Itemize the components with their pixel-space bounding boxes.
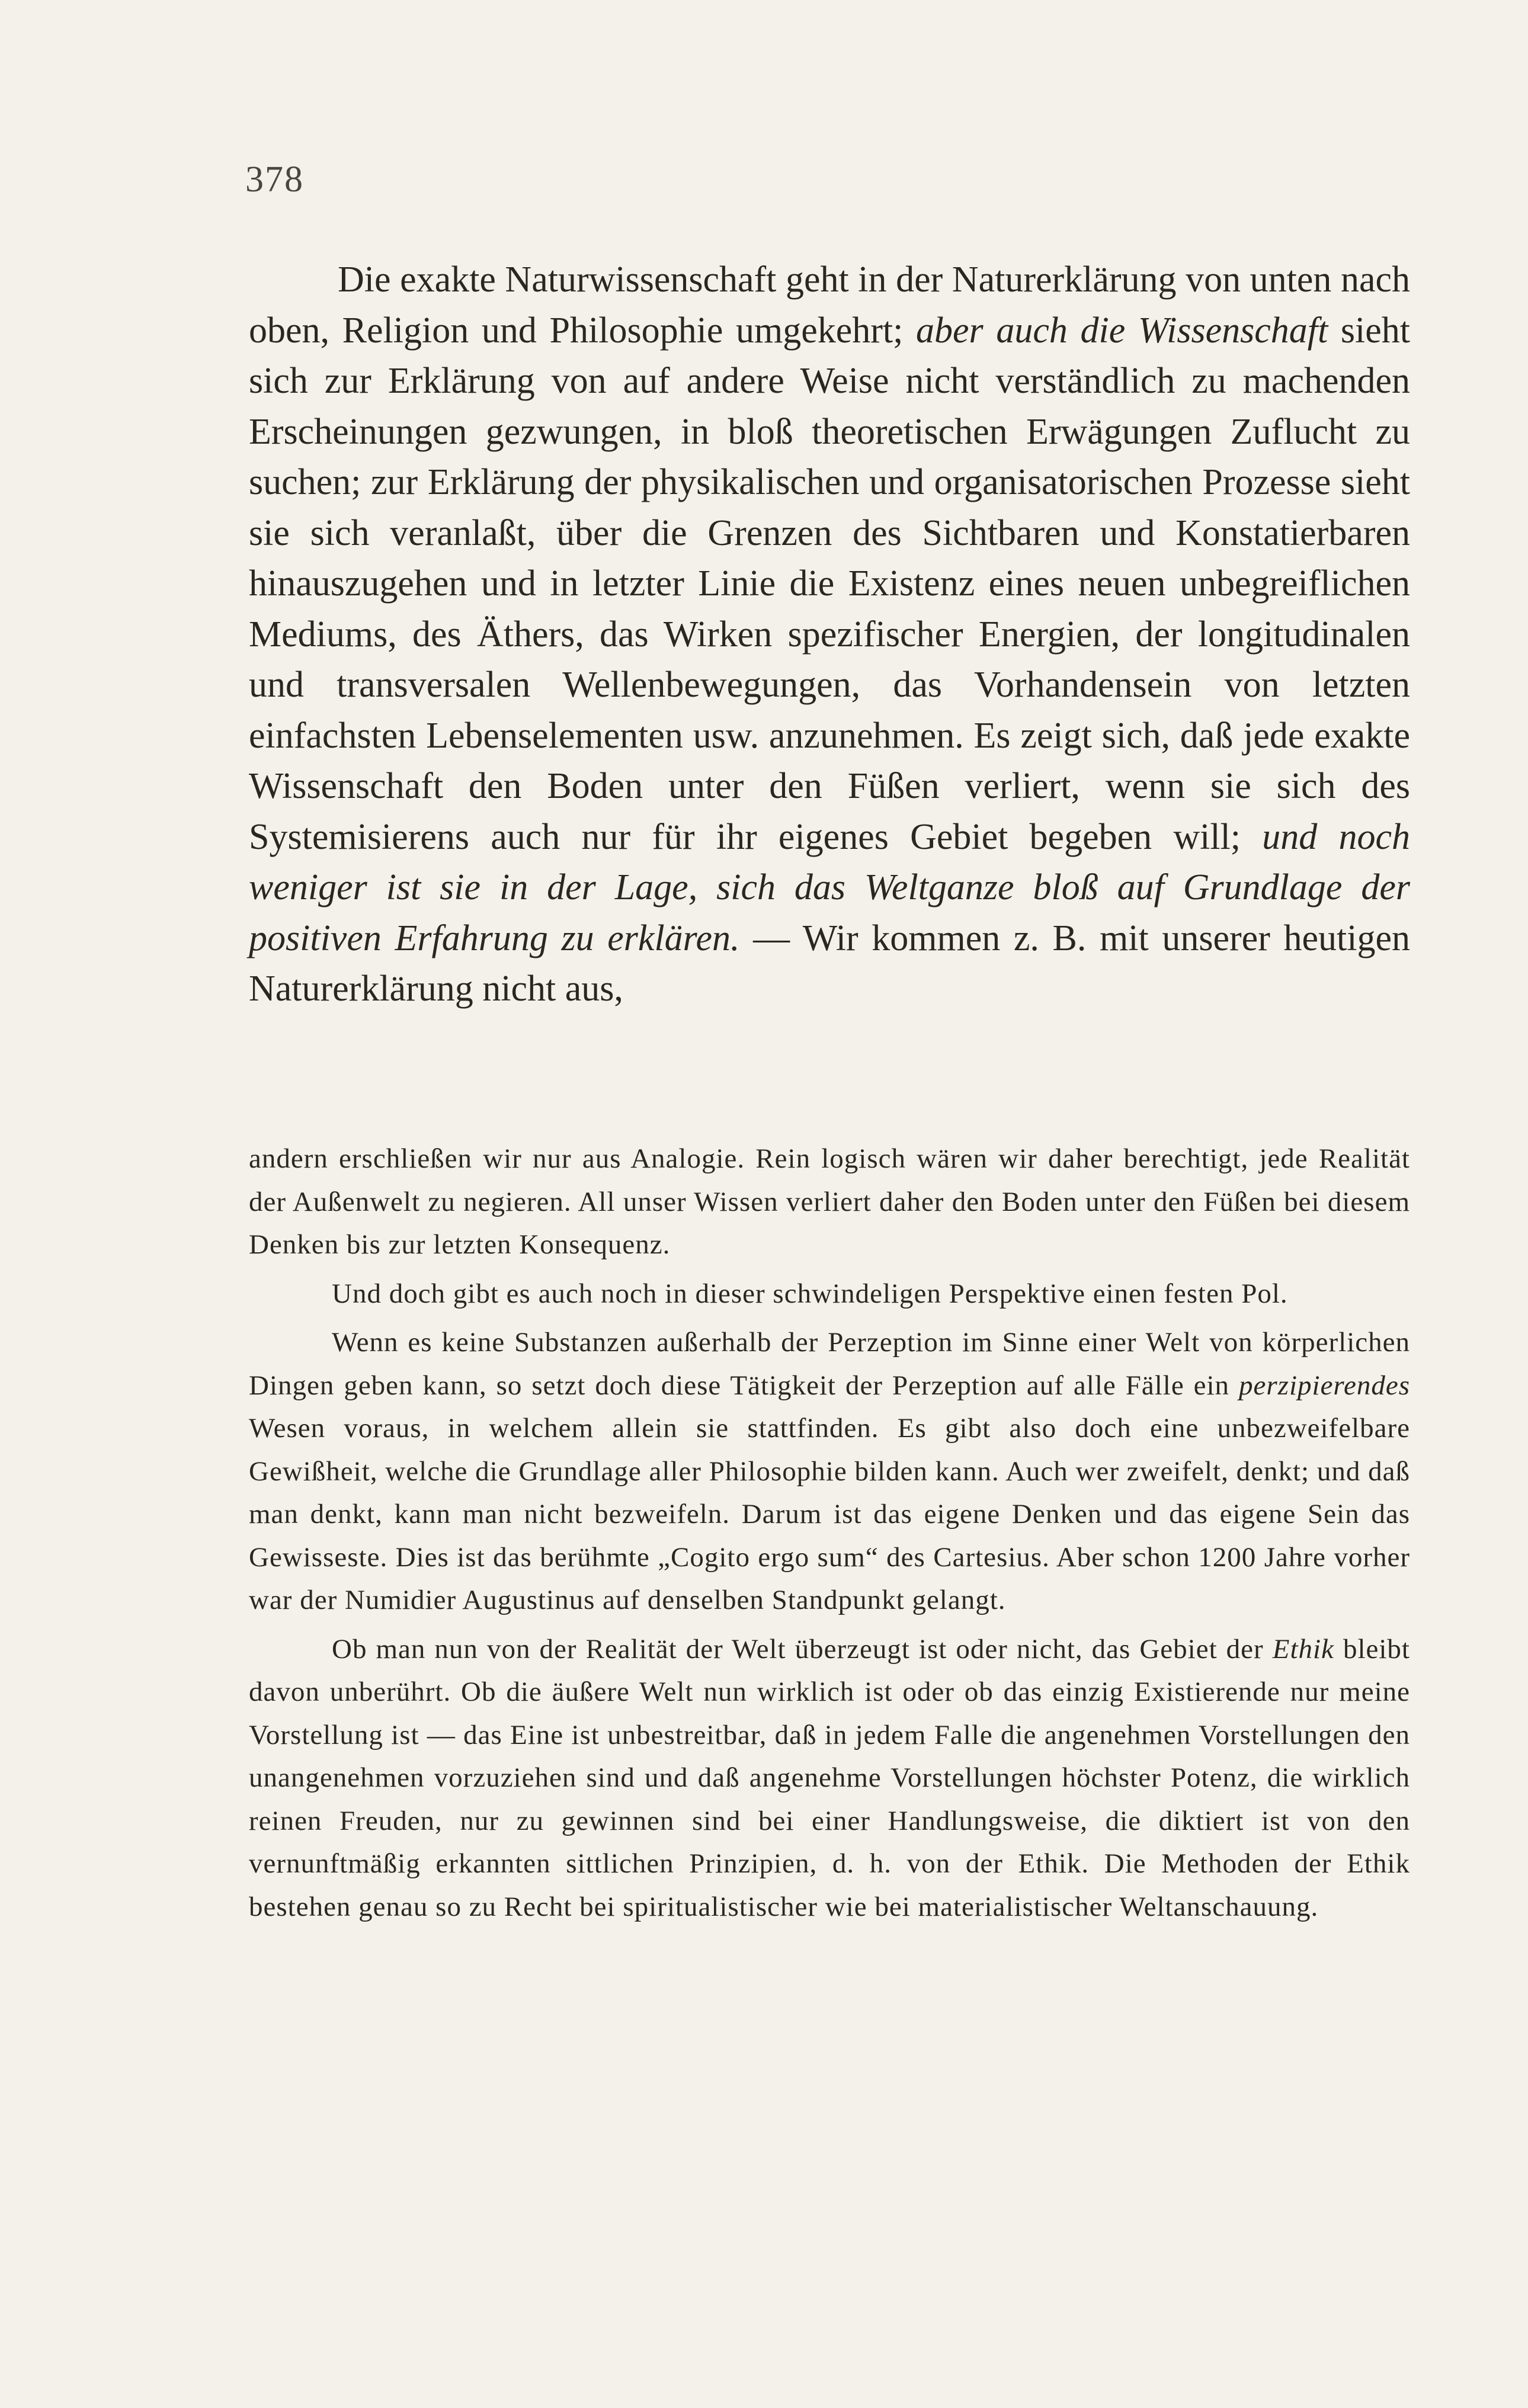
footnote-3-emphasis: perzipierendes: [1239, 1370, 1410, 1401]
page-number: 378: [245, 159, 304, 200]
footnote-4-part-1: Ob man nun von der Realität der Welt überzeugt ist oder nicht, das Gebiet der: [332, 1633, 1273, 1665]
main-paragraph: [249, 255, 1410, 1015]
main-text-emphasis-1: aber auch die Wissenschaft: [916, 310, 1328, 351]
footnote-paragraph-4: [249, 1628, 1410, 1929]
footnote-block: [249, 1137, 1410, 1934]
main-text-emphasis-2: und noch weniger ist sie in der Lage, sich das Weltganze bloß auf Grundlage der positiven Erfahrung zu erklären.: [249, 816, 1410, 958]
footnote-paragraph-1: andern erschließen wir nur aus Analogie. Rein logisch wären wir daher berechtigt, jede Realität der Außenwelt zu negieren. All unser Wissen verliert daher den Boden unter den Füßen bei diesem Denken bis zur letzten Konsequenz.: [249, 1143, 1410, 1260]
footnote-4-part-2: bleibt davon unberührt. Ob die äußere Welt nun wirklich ist oder ob das einzig Existierende nur meine Vorstellung ist — das Eine ist unbestreitbar, daß in jedem Falle die angenehmen Vorstellungen den unangenehmen vorzuziehen sind und daß angenehme Vorstellungen höchster Potenz, die wirklich reinen Freuden, nur zu gewinnen sind bei einer Handlungsweise, die diktiert ist von den vernunftmäßig erkannten sittlichen Prinzipien, d. h. von der Ethik. Die Methoden der Ethik bestehen genau so zu Recht bei spiritualistischer wie bei materialistischer Weltanschauung.: [249, 1633, 1410, 1922]
main-text-part-3: — Wir kommen z. B. mit unserer heutigen Naturerklärung nicht aus,: [249, 918, 1410, 1009]
main-text-part-1: Die exakte Naturwissenschaft geht in der Naturerklärung von unten nach oben, Religion und Philosophie umgekehrt;: [249, 259, 1410, 351]
footnote-3-part-1: Wenn es keine Substanzen außerhalb der Perzeption im Sinne einer Welt von körperlichen Dingen geben kann, so setzt doch diese Tätigkeit der Perzeption auf alle Fälle ein: [249, 1327, 1410, 1401]
footnote-paragraph-2: Und doch gibt es auch noch in dieser schwindeligen Perspektive einen festen Pol.: [332, 1278, 1288, 1309]
footnote-4-emphasis: Ethik: [1272, 1633, 1334, 1665]
main-text-part-2: sieht sich zur Erklärung von auf andere Weise nicht verständlich zu machenden Erscheinungen gezwungen, in bloß theoretischen Erwägungen Zuflucht zu suchen; zur Erklärung der physikalischen und organisatorischen Prozesse sieht sie sich veranlaßt, über die Grenzen des Sichtbaren und Konstatierbaren hinauszugehen und in letzter Linie die Existenz eines neuen unbegreiflichen Mediums, des Äthers, das Wirken spezifischer Energien, der longitudinalen und transversalen Wellenbewegungen, das Vorhandensein von letzten einfachsten Lebenselementen usw. anzunehmen. Es zeigt sich, daß jede exakte Wissenschaft den Boden unter den Füßen verliert, wenn sie sich des Systemisierens auch nur für ihr eigenes Gebiet begeben will;: [249, 310, 1411, 857]
footnote-3-part-2: Wesen voraus, in welchem allein sie stattfinden. Es gibt also doch eine unbezweifelbare Gewißheit, welche die Grundlage aller Philosophie bilden kann. Auch wer zweifelt, denkt; und daß man denkt, kann man nicht bezweifeln. Darum ist das eigene Denken und das eigene Sein das Gewisseste. Dies ist das berühmte „Cogito ergo sum“ des Cartesius. Aber schon 1200 Jahre vorher war der Numidier Augustinus auf denselben Standpunkt gelangt.: [249, 1413, 1410, 1615]
footnote-paragraph-3: [249, 1321, 1410, 1622]
